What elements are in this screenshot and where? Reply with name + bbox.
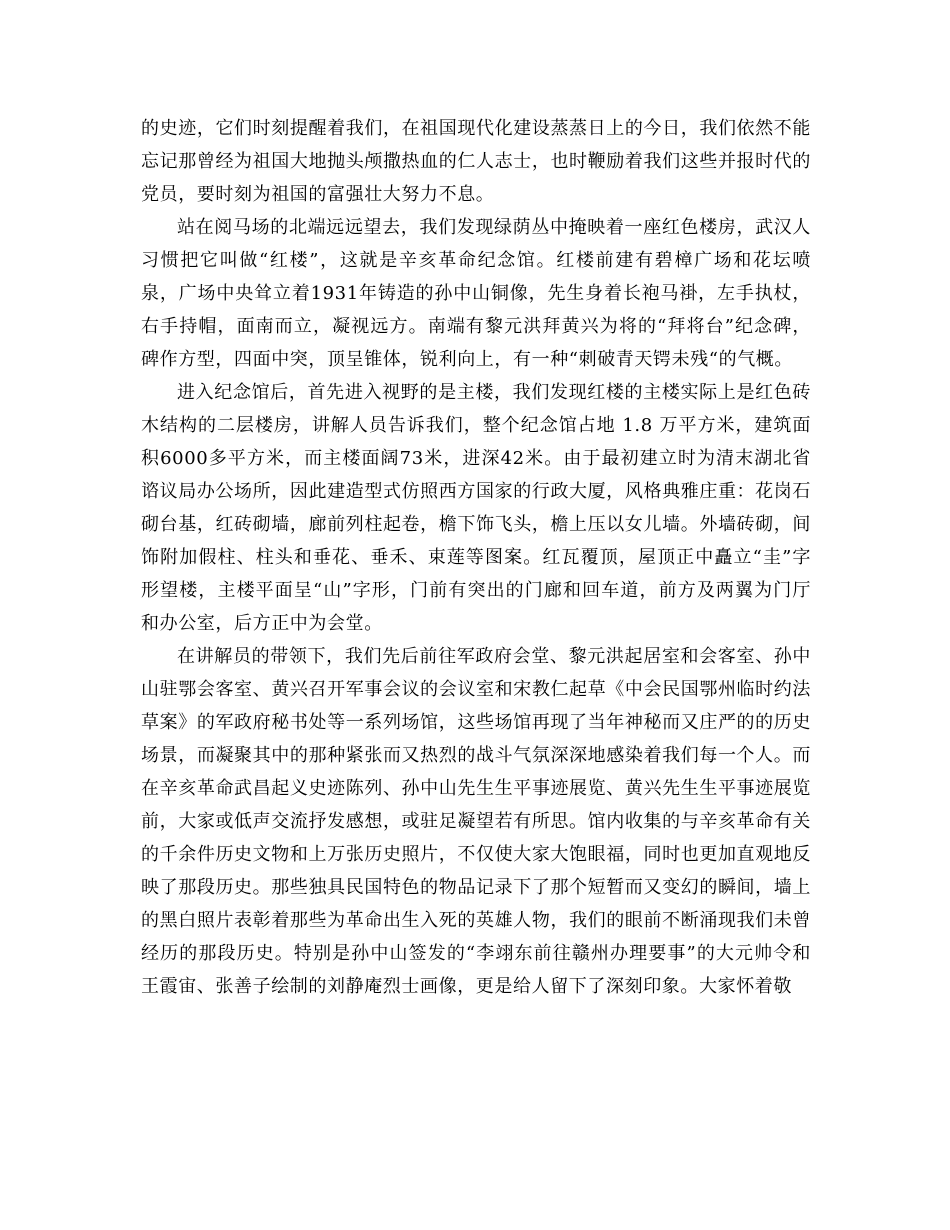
paragraph-4: 在讲解员的带领下，我们先后前往军政府会堂、黎元洪起居室和会客室、孙中山驻鄂会客室、黄兴召开军事会议的会议室和宋教仁起草《中会民国鄂州临时约法草案》的军政府秘书处等一系列场馆，这些场馆再现了当年神秘而又庄严的的历史场景，而凝聚其中的那种紧张而又热烈的战斗气氛深深地感染着我们每一个人。而在辛亥革命武昌起义史迹陈列、孙中山先生生平事迹展览、黄兴先生生平事迹展览前，大家或低声交流抒发感想，或驻足凝望若有所思。馆内收集的与辛亥革命有关的千余件历史文物和上万张历史照片，不仅使大家大饱眼福，同时也更加直观地反映了那段历史。那些独具民国特色的物品记录下了那个短暂而又变幻的瞬间，墙上的黑白照片表彰着那些为革命出生入死的英雄人物，我们的眼前不断涌现我们未曾经历的那段历史。特别是孙中山签发的“李翊东前往赣州办理要事”的大元帅令和王霞宙、张善子绘制的刘静庵烈士画像，更是给人留下了深刻印象。大家怀着敬 [141, 646, 811, 997]
paragraph-2: 站在阅马场的北端远远望去，我们发现绿荫丛中掩映着一座红色楼房，武汉人习惯把它叫做“红楼”，这就是辛亥革命纪念馆。红楼前建有碧樟广场和花坛喷泉，广场中央耸立着1931年铸造的孙中山铜像，先生身着长袍马褂，左手执杖，右手持帽，面南而立，凝视远方。南端有黎元洪拜黄兴为将的“拜将台”纪念碑，碑作方型，四面中突，顶呈锥体，锐利向上，有一种“刺破青天锷未残“的气概。 [141, 217, 811, 370]
paragraph-1: 的史迹，它们时刻提醒着我们，在祖国现代化建设蒸蒸日上的今日，我们依然不能忘记那曾经为祖国大地抛头颅撒热血的仁人志士，也时鞭励着我们这些并报时代的党员，要时刻为祖国的富强壮大努力不息。 [141, 118, 811, 205]
document-page [141, 112, 811, 1003]
paragraph-3: 进入纪念馆后，首先进入视野的是主楼，我们发现红楼的主楼实际上是红色砖木结构的二层楼房，讲解人员告诉我们，整个纪念馆占地 1.8 万平方米，建筑面积6000多平方米，而主楼面阔73米，进深42米。由于最初建立时为清末湖北省谘议局办公场所，因此建造型式仿照西方国家的行政大厦，风格典雅庄重：花岗石砌台基，红砖砌墙，廊前列柱起卷，檐下饰飞头，檐上压以女儿墙。外墙砖砌，间饰附加假柱、柱头和垂花、垂禾、束莲等图案。红瓦覆顶，屋顶正中矗立“圭”字形望楼，主楼平面呈“山”字形，门前有突出的门廊和回车道，前方及两翼为门厅和办公室，后方正中为会堂。 [141, 382, 811, 634]
